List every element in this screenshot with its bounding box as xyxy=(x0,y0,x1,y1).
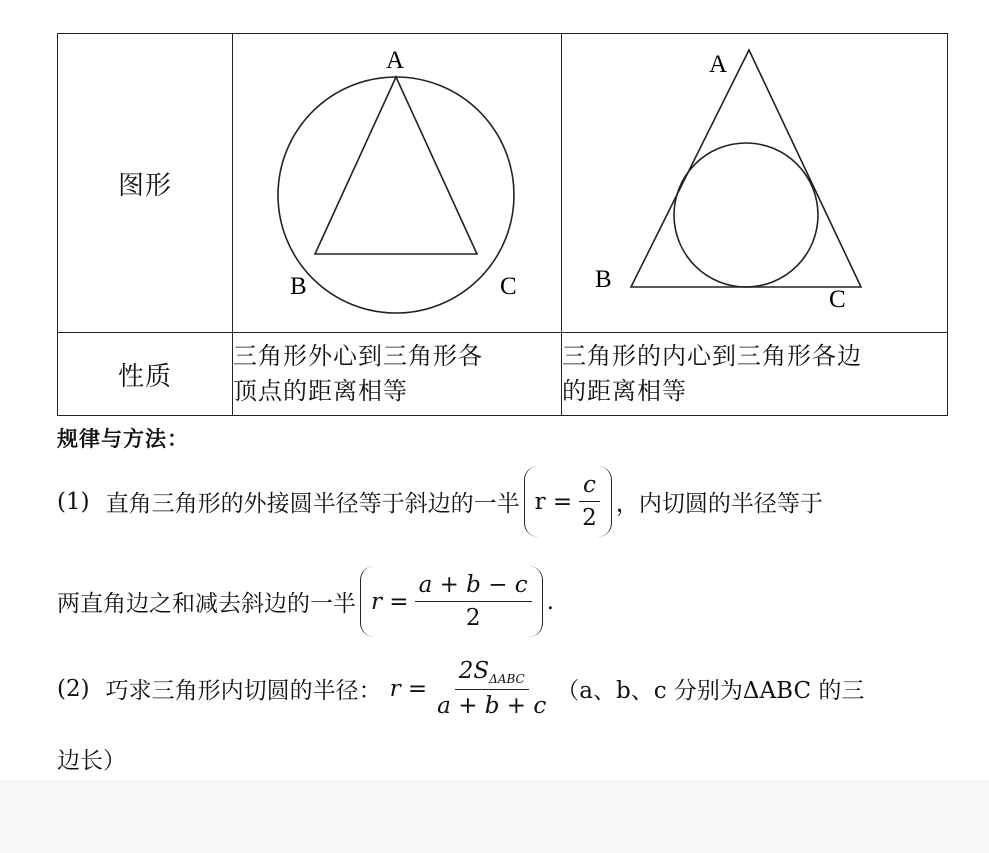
rule-2-text-c: 边长） xyxy=(57,748,126,774)
end-mark: . xyxy=(546,588,554,615)
vertex-a-label: A xyxy=(709,51,728,78)
rule-1-line-1 xyxy=(57,466,823,537)
fraction xyxy=(578,472,601,531)
fraction-denominator: 2 xyxy=(465,605,481,631)
rule-2-line-1 xyxy=(57,658,864,719)
circumscribed-triangle xyxy=(631,50,861,287)
property-row xyxy=(58,333,948,416)
rules-title: 规律与方法： xyxy=(57,426,189,451)
inscribed-triangle xyxy=(315,77,477,254)
formula-lhs: r = xyxy=(534,488,573,515)
formula-inradius-right-triangle xyxy=(360,566,543,637)
rule-1-text-a: 直角三角形的外接圆半径等于斜边的一半 xyxy=(105,491,520,517)
figure-row-label: 图形 xyxy=(58,34,233,333)
circumcircle xyxy=(278,77,514,313)
vertex-a-label: A xyxy=(386,47,405,74)
circumscribed-circle-diagram xyxy=(233,34,562,332)
circumcenter-property-line: 顶点的距离相等 xyxy=(233,377,408,405)
property-row-label: 性质 xyxy=(58,333,233,416)
bottom-background xyxy=(0,780,989,853)
vertex-c-label: C xyxy=(829,286,846,313)
inscribed-circle-diagram xyxy=(562,34,948,332)
figure-row xyxy=(58,34,948,333)
fraction xyxy=(415,572,532,631)
incircle xyxy=(674,143,818,287)
rule-2-number: (2) xyxy=(57,675,90,702)
circumcenter-property xyxy=(233,333,562,416)
rule-2-text-a: 巧求三角形内切圆的半径： xyxy=(105,678,382,704)
rule-2-line-2 xyxy=(57,742,126,775)
formula-lhs: r = xyxy=(389,675,428,702)
incircle-figure-cell xyxy=(562,34,948,333)
vertex-b-label: B xyxy=(290,273,307,300)
circumcenter-property-line: 三角形外心到三角形各 xyxy=(233,342,483,370)
rule-1-line-2 xyxy=(57,566,554,637)
fraction-numerator xyxy=(455,658,529,690)
vertex-b-label: B xyxy=(595,266,612,293)
incenter-property xyxy=(562,333,948,416)
numerator-subscript: ΔABC xyxy=(489,672,525,686)
fraction-denominator: a + b + c xyxy=(437,693,547,719)
rule-1-number: (1) xyxy=(57,488,90,515)
circumcircle-figure-cell xyxy=(233,34,562,333)
vertex-c-label: C xyxy=(500,273,517,300)
fraction-numerator: c xyxy=(579,472,600,502)
numerator-main: 2S xyxy=(458,658,490,684)
rule-1-text-b: ，内切圆的半径等于 xyxy=(615,491,823,517)
formula-circumradius xyxy=(524,466,612,537)
fraction-numerator: a + b − c xyxy=(415,572,532,602)
incenter-property-line: 的距离相等 xyxy=(562,377,687,405)
formula-lhs: r = xyxy=(371,588,409,615)
rule-1-text-c: 两直角边之和减去斜边的一半 xyxy=(57,591,356,617)
fraction-inradius xyxy=(433,658,550,719)
properties-table xyxy=(57,33,948,416)
incenter-property-line: 三角形的内心到三角形各边 xyxy=(562,342,862,370)
rule-2-text-b: （a、b、c 分别为ΔABC 的三 xyxy=(556,678,865,704)
fraction-denominator: 2 xyxy=(582,505,597,531)
